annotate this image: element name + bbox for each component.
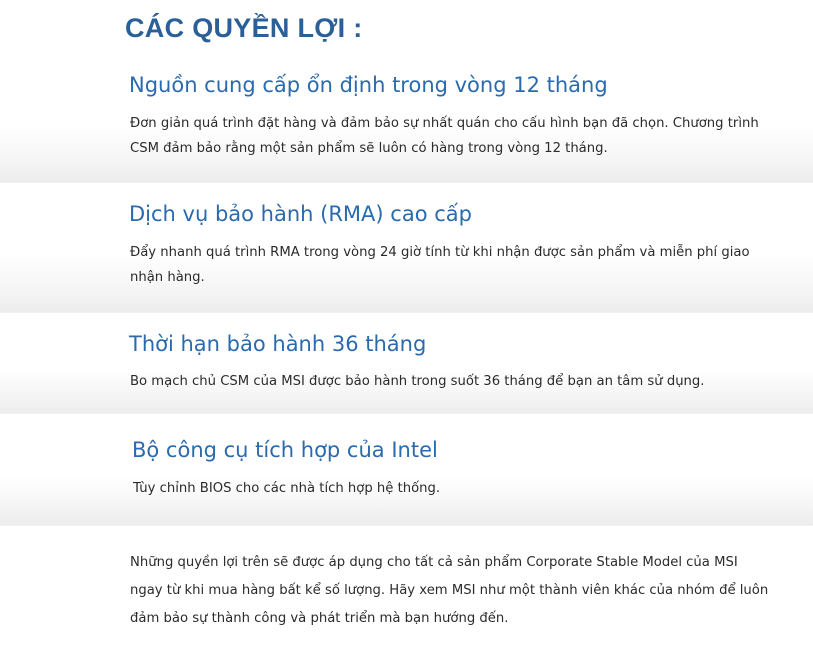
benefit-premium-rma [0,183,813,313]
benefit-heading: Dịch vụ bảo hành (RMA) cao cấp [129,202,472,226]
benefit-supply-stability [0,58,813,183]
benefit-description: Đẩy nhanh quá trình RMA trong vòng 24 giờ tính từ khi nhận được sản phẩm và miễn phí giao nhận hàng. [130,245,750,285]
benefit-heading: Nguồn cung cấp ổn định trong vòng 12 tháng [129,73,608,97]
benefit-heading: Bộ công cụ tích hợp của Intel [132,438,438,462]
footer-note: Những quyền lợi trên sẽ được áp dụng cho tất cả sản phẩm Corporate Stable Model của MSI ngay từ khi mua hàng bất kể số lượng. Hãy xem MSI như một thành viên khác của nhóm để luôn đảm bảo sự thành công và phát triển mà bạn hướng đến. [130,555,769,626]
benefit-description: Đơn giản quá trình đặt hàng và đảm bảo sự nhất quán cho cấu hình bạn đã chọn. Chương trình CSM đảm bảo rằng một sản phẩm sẽ luôn có hàng trong vòng 12 tháng. [130,116,759,156]
benefit-warranty-period [0,313,813,414]
page-title: CÁC QUYỀN LỢI : [125,13,363,43]
benefit-heading: Thời hạn bảo hành 36 tháng [129,332,427,356]
benefit-intel-toolkit [0,414,813,526]
benefit-description: Tùy chỉnh BIOS cho các nhà tích hợp hệ thống. [133,481,441,496]
benefit-description: Bo mạch chủ CSM của MSI được bảo hành trong suốt 36 tháng để bạn an tâm sử dụng. [130,374,705,389]
